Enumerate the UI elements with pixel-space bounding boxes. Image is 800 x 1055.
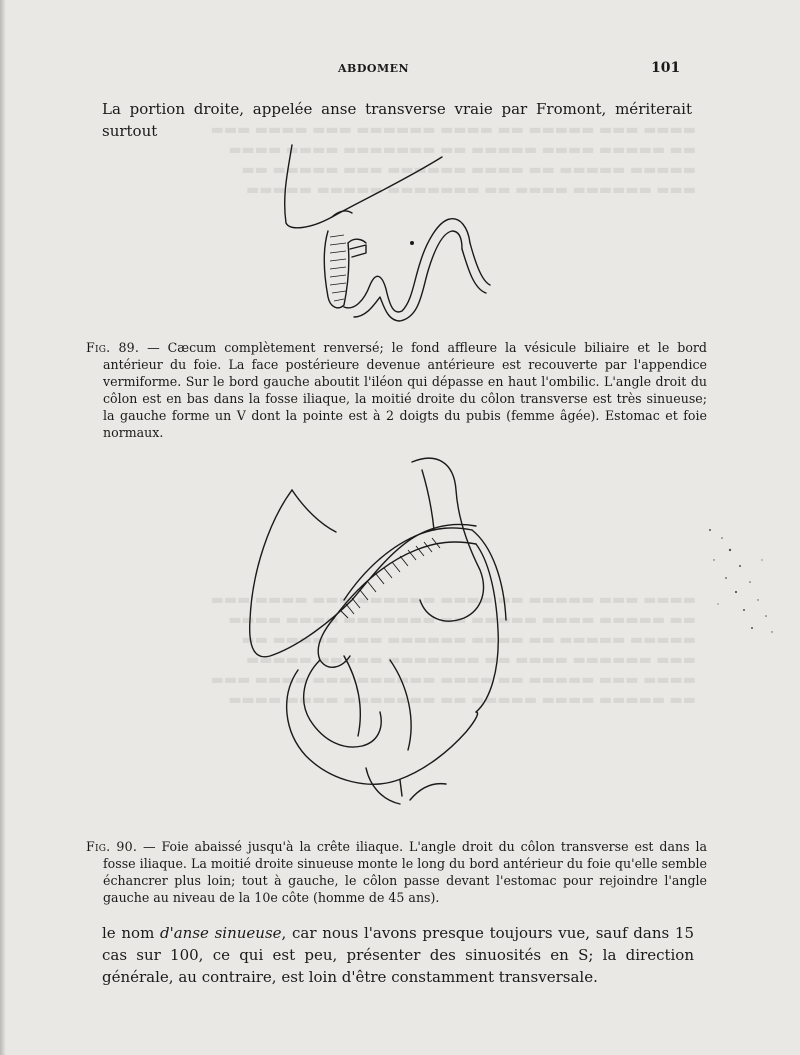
show-through-texture: ▬▬▬▬ ▬▬▬ ▬▬▬▬▬ ▬▬ ▬▬▬▬ ▬▬▬▬▬▬ ▬▬▬ ▬▬▬▬ ▬▬▬ ▬▬ ▬▬▬▬▬ ▬▬▬▬ ▬▬▬▬▬ ▬▬ ▬▬▬▬▬▬▬ ▬▬▬▬ ▬▬▬▬ ▬▬▬▬▬ ▬▬▬▬▬ ▬▬ ▬▬▬▬ ▬▬▬▬▬▬ ▬▬▬ ▬▬▬▬▬ ▬▬ ▬▬▬ ▬▬▬▬▬▬ ▬▬▬▬ ▬▬ ▬▬▬▬▬▬▬ ▬▬▬▬▬ ▬▬▬▬▬ (210, 122, 696, 198)
figure-89-label: Fig. 89. (86, 340, 140, 355)
show-through-texture-2: ▬▬▬▬ ▬▬▬ ▬▬▬▬▬ ▬▬ ▬▬▬▬ ▬▬▬▬▬▬ ▬▬▬ ▬▬▬▬ ▬▬▬ ▬▬ ▬▬▬▬▬ ▬▬▬▬ ▬▬▬▬▬ ▬▬ ▬▬▬▬▬▬▬ ▬▬▬▬ ▬▬▬▬ ▬▬▬▬▬ ▬▬▬▬▬ ▬▬ ▬▬▬▬ ▬▬▬▬▬▬ ▬▬▬ ▬▬▬▬▬ ▬▬ ▬▬▬ ▬▬▬▬▬▬ ▬▬▬▬ ▬▬ ▬▬▬▬▬▬▬ ▬▬▬▬▬ ▬▬▬▬▬ ▬▬▬▬ ▬▬▬ ▬▬▬▬▬ ▬▬ ▬▬▬▬ ▬▬▬▬▬▬ ▬▬▬ ▬▬▬▬ ▬▬▬ ▬▬ ▬▬▬▬▬ ▬▬▬▬ ▬▬▬▬▬ ▬▬ ▬▬▬▬▬▬▬ ▬▬▬▬ ▬▬▬▬ (210, 592, 696, 708)
figure-90-label: Fig. 90. (86, 839, 138, 854)
figure-89-caption (86, 339, 707, 441)
figure-90-caption (86, 838, 707, 906)
figure-90-illustration (240, 450, 530, 830)
page-header (0, 62, 800, 82)
margin-speckles (700, 520, 790, 650)
page-number: 101 (651, 60, 681, 76)
body-text-after: , car nous l'avons presque toujours vue, sauf dans 15 cas sur 100, ce qui est peu, présenter des sinuosités en S; la direction générale, au contraire, est loin d'être constamment transversale. (102, 924, 694, 986)
body-text-emphasis: d'anse sinueuse (160, 924, 282, 942)
figure-90-caption-text: — Foie abaissé jusqu'à la crête iliaque. L'angle droit du côlon transverse est dans la fosse iliaque. La moitié droite sinueuse monte le long du bord antérieur du foie qu'elle semble échancrer plus loin; tout à gauche, le côlon passe devant l'estomac pour rejoindre l'angle gauche au niveau de la 10e côte (homme de 45 ans). (103, 839, 708, 905)
page-edge-shadow (0, 0, 6, 1055)
body-paragraph-top: La portion droite, appelée anse transverse vraie par Fromont, mériterait surtout (102, 100, 692, 140)
figure-89-caption-text: — Cæcum complètement renversé; le fond affleure la vésicule biliaire et le bord antérieur du foie. La face postérieure devenue antérieure est recouverte par l'appendice vermiforme. Sur le bord gauche aboutit l'iléon qui dépasse en haut l'ombilic. L'angle droit du côlon est en bas dans la fosse iliaque, la moitié droite du côlon transverse est très sinueuse; la gauche forme un V dont la pointe est à 2 doigts du pubis (femme âgée). Estomac et foie normaux. (103, 340, 707, 440)
body-text-before: le nom (102, 924, 160, 942)
running-head: ABDOMEN (338, 62, 410, 75)
figure-89-illustration (270, 125, 500, 325)
body-paragraph-bottom (102, 922, 694, 988)
